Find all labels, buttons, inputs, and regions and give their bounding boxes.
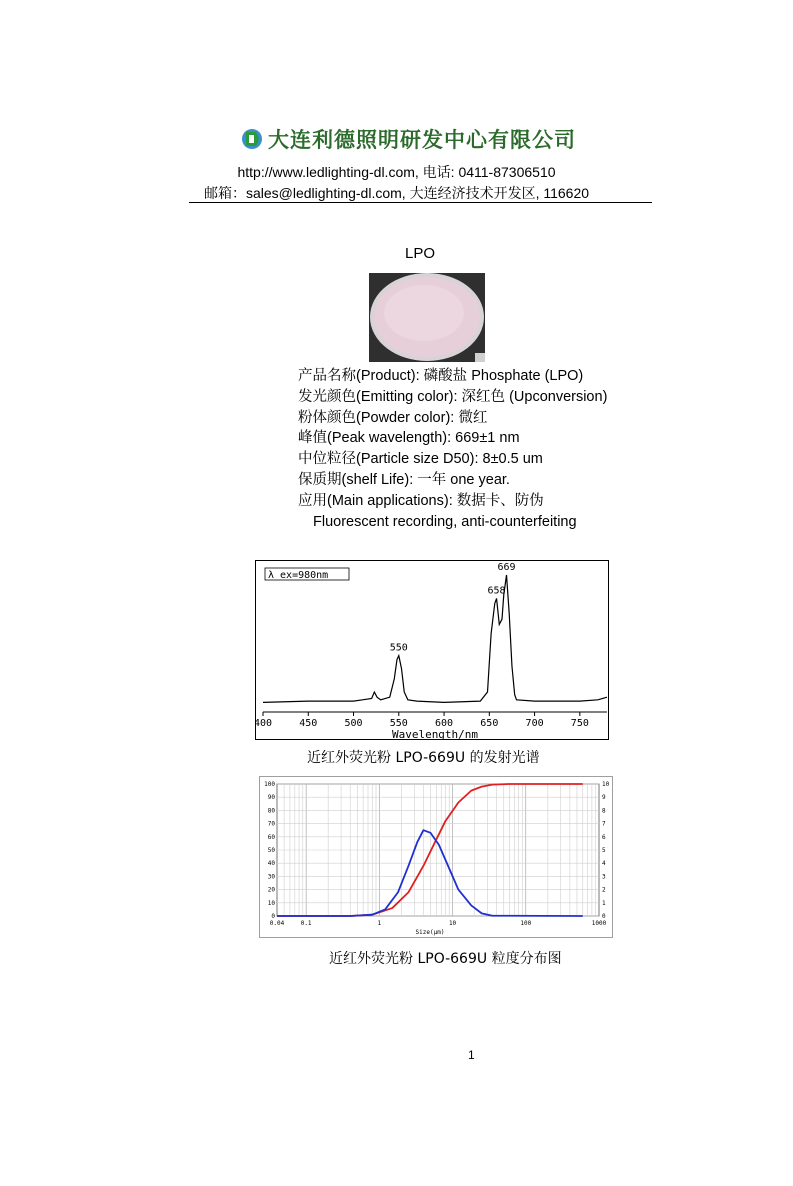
- spec-peak-wavelength: 峰值(Peak wavelength): 669±1 nm: [298, 430, 520, 447]
- product-photo: [369, 273, 485, 362]
- y-tick-label-left: 60: [267, 833, 275, 841]
- contact-line-2: 邮箱：sales@ledlighting-dl.com, 大连经济技术开发区, 116620: [203, 185, 590, 201]
- company-name: 大连利德照明研发中心有限公司: [268, 127, 576, 152]
- x-tick-label: 0.1: [300, 920, 312, 927]
- y-tick-label-right: 1: [602, 899, 606, 907]
- x-tick-label: 500: [344, 718, 363, 729]
- x-tick-label: 100: [520, 920, 532, 927]
- x-tick-label: 700: [525, 718, 544, 729]
- x-tick-label: 400: [255, 718, 273, 729]
- y-tick-label-right: 5: [602, 847, 606, 854]
- spectrum-caption: 近红外荧光粉 LPO-669U 的发射光谱: [307, 750, 540, 766]
- particle-size-chart: [259, 776, 613, 938]
- legend-label: λ ex=980nm: [268, 570, 329, 581]
- spec-particle-size: 中位粒径(Particle size D50): 8±0.5 um: [298, 451, 543, 468]
- header-divider: [189, 202, 652, 203]
- y-tick-label-right: 2: [602, 886, 606, 894]
- psd-caption: 近红外荧光粉 LPO-669U 粒度分布图: [329, 951, 562, 967]
- x-axis-label: Size(μm): [415, 929, 445, 936]
- y-tick-label-right: 10: [602, 781, 610, 788]
- x-tick-label: 1000: [591, 920, 607, 927]
- spec-emitting-color: 发光颜色(Emitting color): 深红色 (Upconversion): [298, 388, 608, 405]
- y-tick-label-right: 3: [602, 873, 606, 881]
- y-tick-label-right: 8: [602, 807, 606, 815]
- y-tick-label-left: 30: [267, 873, 275, 881]
- x-tick-label: 1: [377, 920, 382, 927]
- x-tick-label: 750: [570, 718, 589, 729]
- y-tick-label-left: 0: [271, 913, 275, 920]
- y-tick-label-right: 6: [602, 833, 606, 841]
- spec-product: 产品名称(Product): 磷酸盐 Phosphate (LPO): [298, 368, 584, 384]
- spec-applications: 应用(Main applications): 数据卡、防伪: [298, 492, 544, 509]
- x-tick-label: 0.04: [269, 920, 285, 927]
- spec-shelf-life: 保质期(shelf Life): 一年 one year.: [298, 471, 510, 488]
- y-tick-label-right: 9: [602, 794, 606, 802]
- y-tick-label-right: 4: [602, 860, 606, 868]
- product-specs: [298, 366, 607, 532]
- y-tick-label-left: 100: [264, 781, 275, 788]
- y-tick-label-left: 10: [267, 899, 275, 907]
- y-tick-label-left: 70: [267, 820, 275, 828]
- spec-powder-color: 粉体颜色(Powder color): 微红: [298, 409, 488, 426]
- contact-line-1: http://www.ledlighting-dl.com, 电话: 0411-87306510: [237, 164, 556, 180]
- x-tick-label: 10: [448, 920, 457, 927]
- emission-spectrum-chart: [255, 560, 609, 740]
- x-tick-label: 450: [299, 718, 318, 729]
- y-tick-label-right: 7: [602, 820, 606, 828]
- y-tick-label-left: 50: [267, 847, 275, 854]
- company-logo-icon: [240, 127, 264, 151]
- peak-label: 658: [487, 585, 506, 597]
- header-logo: [240, 124, 600, 154]
- y-tick-label-left: 90: [267, 794, 275, 802]
- y-tick-label-right: 0: [602, 913, 606, 920]
- y-tick-label-left: 80: [267, 807, 275, 815]
- x-tick-label: 550: [389, 718, 408, 729]
- x-tick-label: 650: [480, 718, 499, 729]
- spec-applications-en: Fluorescent recording, anti-counterfeiting: [313, 513, 577, 530]
- product-title: LPO: [404, 245, 435, 262]
- x-tick-label: 600: [435, 718, 454, 729]
- peak-label: 669: [497, 562, 516, 573]
- y-tick-label-left: 40: [267, 860, 275, 868]
- x-axis-label: Wavelength/nm: [391, 728, 479, 740]
- y-tick-label-left: 20: [267, 886, 275, 894]
- page-number: 1: [468, 1048, 475, 1062]
- peak-label: 550: [389, 642, 408, 654]
